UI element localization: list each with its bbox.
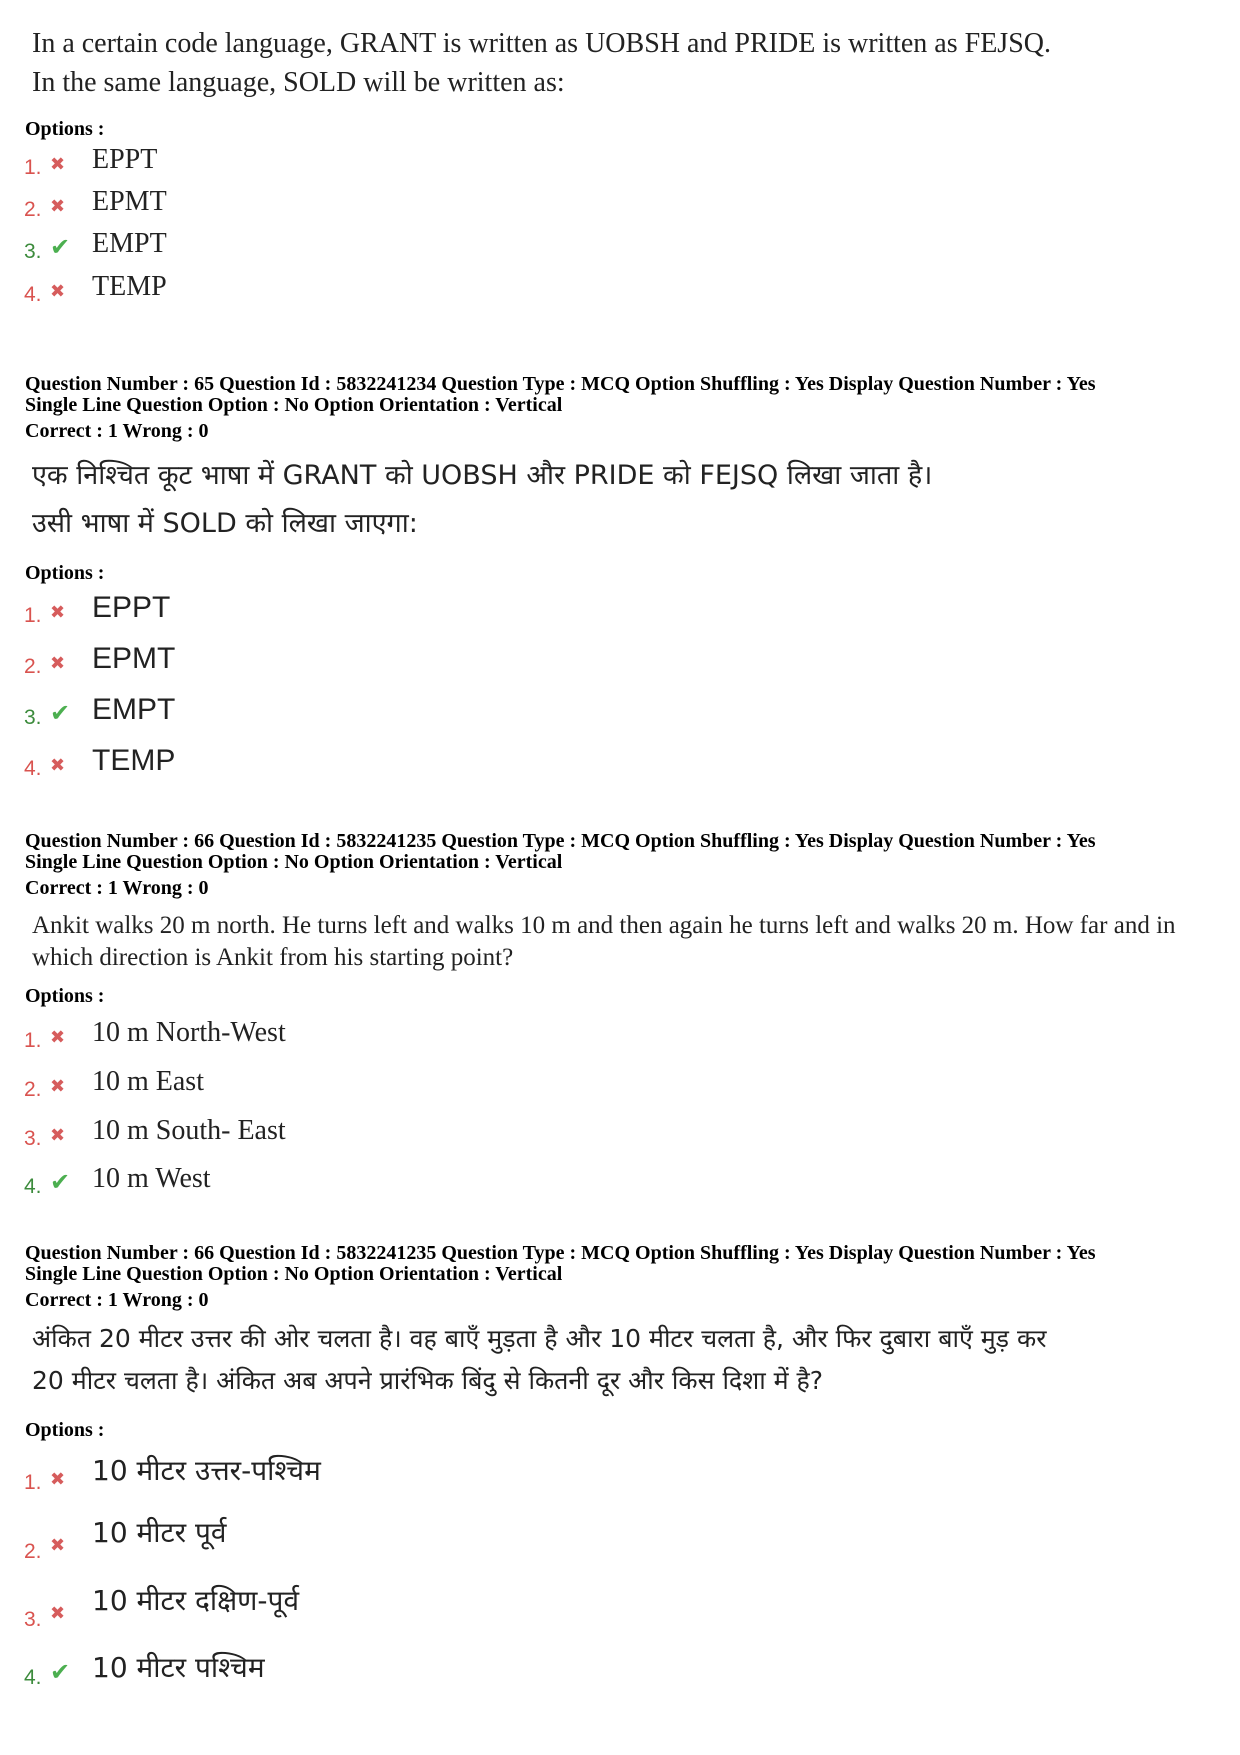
option-1 [24, 591, 824, 638]
option-1 [24, 1451, 824, 1495]
cross-icon: ✖ [50, 1076, 66, 1097]
cross-icon: ✖ [50, 755, 66, 776]
cross-icon: ✖ [50, 1603, 66, 1624]
option-number: 4. [24, 1175, 42, 1198]
option-2 [24, 1068, 824, 1112]
option-3 [24, 1117, 824, 1161]
option-text: 10 मीटर पश्चिम [92, 1651, 265, 1684]
options-label: Options : [25, 1419, 105, 1441]
option-number: 1. [24, 604, 42, 627]
option-number: 1. [24, 156, 42, 179]
option-number: 3. [24, 240, 42, 263]
question-text: अंकित 20 मीटर उत्तर की ओर चलता है। वह बाएँ मुड़ता है और 10 मीटर चलता है, और फिर दुबारा बाएँ मुड़ कर 20 मीटर चलता है। अंकित अब अपने प्रारंभिक बिंदु से कितनी दूर और किस दिशा में है? [32, 1324, 1047, 1395]
option-number: 4. [24, 757, 42, 780]
marks-line: Correct : 1 Wrong : 0 [25, 420, 209, 442]
question-text: In a certain code language, GRANT is written as UOBSH and PRIDE is written as FEJSQ. In the same language, SOLD will be written as: [32, 28, 1051, 98]
cross-icon: ✖ [50, 653, 66, 674]
question-meta-line-1: Question Number : 66 Question Id : 5832241235 Question Type : MCQ Option Shuffling : Yes Display Question Number : Yes [25, 1242, 1096, 1264]
option-text: EMPT [92, 693, 176, 726]
cross-icon: ✖ [50, 602, 66, 623]
option-text: EPMT [92, 186, 167, 217]
option-2 [24, 1513, 824, 1563]
option-number: 2. [24, 655, 42, 678]
cross-icon: ✖ [50, 1535, 66, 1556]
marks-line: Correct : 1 Wrong : 0 [25, 1289, 209, 1311]
option-4 [24, 744, 824, 791]
option-1 [24, 1019, 824, 1063]
option-number: 3. [24, 706, 42, 729]
checkmark-icon: ✔ [50, 699, 71, 727]
option-number: 2. [24, 1540, 42, 1563]
option-text: 10 m South- East [92, 1115, 286, 1146]
options-label: Options : [25, 562, 105, 584]
option-number: 1. [24, 1471, 42, 1494]
checkmark-icon: ✔ [50, 1168, 71, 1196]
option-number: 2. [24, 198, 42, 221]
option-text: 10 m North-West [92, 1017, 286, 1048]
cross-icon: ✖ [50, 154, 66, 175]
question-text: एक निश्चित कूट भाषा में GRANT को UOBSH और PRIDE को FEJSQ लिखा जाता है। उसी भाषा में SOLD को लिखा जाएगा: [32, 460, 933, 539]
cross-icon: ✖ [50, 196, 66, 217]
options-label: Options : [25, 118, 105, 140]
cross-icon: ✖ [50, 1125, 66, 1146]
option-text: EMPT [92, 228, 167, 259]
question-meta-line-2: Single Line Question Option : No Option Orientation : Vertical [25, 1263, 563, 1285]
question-meta [25, 374, 1225, 442]
cross-icon: ✖ [50, 281, 66, 302]
option-text: 10 मीटर उत्तर-पश्चिम [92, 1454, 321, 1487]
question-meta-line-2: Single Line Question Option : No Option Orientation : Vertical [25, 851, 563, 873]
option-2 [24, 642, 824, 689]
cross-icon: ✖ [50, 1027, 66, 1048]
checkmark-icon: ✔ [50, 1658, 71, 1686]
option-text: 10 m East [92, 1066, 204, 1097]
option-4 [24, 1165, 824, 1209]
option-text: 10 मीटर दक्षिण-पूर्व [92, 1584, 300, 1617]
option-text: EPPT [92, 591, 171, 624]
question-meta [25, 831, 1225, 899]
option-number: 1. [24, 1029, 42, 1052]
checkmark-icon: ✔ [50, 233, 71, 261]
question-meta-line-1: Question Number : 66 Question Id : 5832241235 Question Type : MCQ Option Shuffling : Yes Display Question Number : Yes [25, 830, 1096, 852]
question-meta-line-1: Question Number : 65 Question Id : 5832241234 Question Type : MCQ Option Shuffling : Yes Display Question Number : Yes [25, 373, 1096, 395]
question-text: Ankit walks 20 m north. He turns left and walks 10 m and then again he turns left and walks 20 m. How far and in which direction is Ankit from his starting point? [32, 912, 1176, 971]
option-3 [24, 228, 824, 276]
option-text: 10 m West [92, 1163, 211, 1194]
option-3 [24, 1581, 824, 1631]
option-number: 4. [24, 1666, 42, 1689]
option-text: EPPT [92, 144, 158, 175]
option-number: 3. [24, 1608, 42, 1631]
options-label: Options : [25, 985, 105, 1007]
option-text: 10 मीटर पूर्व [92, 1516, 227, 1549]
option-text: TEMP [92, 271, 167, 302]
question-meta-line-2: Single Line Question Option : No Option Orientation : Vertical [25, 394, 563, 416]
option-number: 4. [24, 283, 42, 306]
option-number: 3. [24, 1127, 42, 1150]
option-number: 2. [24, 1078, 42, 1101]
marks-line: Correct : 1 Wrong : 0 [25, 877, 209, 899]
option-3 [24, 693, 824, 740]
option-4 [24, 271, 824, 319]
question-meta [25, 1243, 1225, 1311]
cross-icon: ✖ [50, 1469, 66, 1490]
option-text: EPMT [92, 642, 176, 675]
option-4 [24, 1648, 824, 1692]
option-text: TEMP [92, 744, 176, 777]
